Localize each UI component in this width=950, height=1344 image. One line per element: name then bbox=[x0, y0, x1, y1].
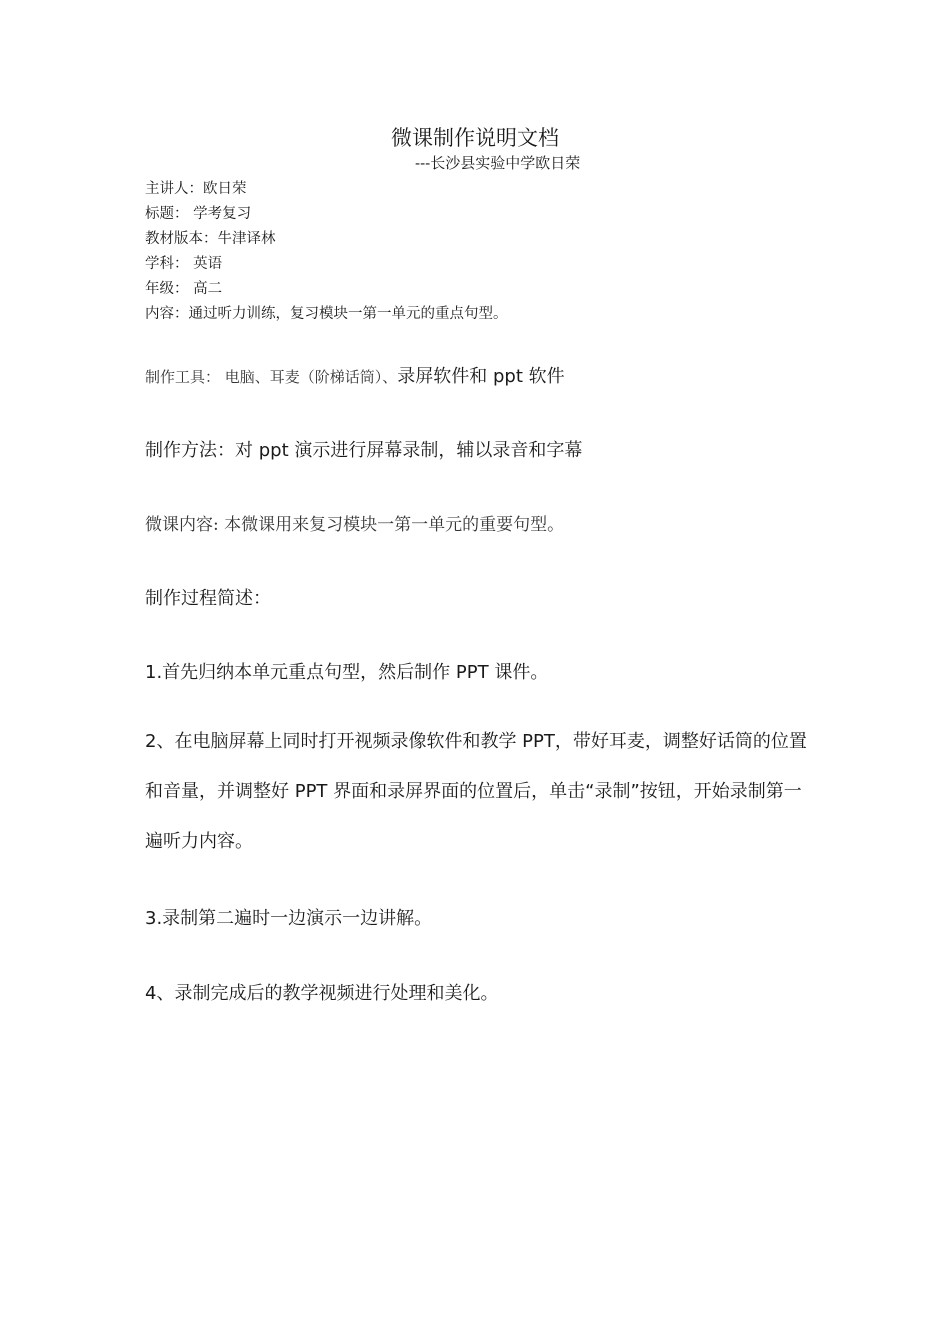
info-textbook: 教材版本：牛津译林 bbox=[145, 231, 276, 247]
method-line: 制作方法：对 ppt 演示进行屏幕录制，辅以录音和字幕 bbox=[145, 440, 583, 461]
process-heading: 制作过程简述： bbox=[145, 588, 271, 609]
document-title: 微课制作说明文档 bbox=[391, 126, 559, 150]
process-step-2: 2、在电脑屏幕上同时打开视频录像软件和教学 PPT，带好耳麦，调整好话筒的位置和音量，并调整好 PPT 界面和录屏界面的位置后，单击“录制”按钮，开始录制第一遍听力内容。 bbox=[145, 731, 807, 852]
info-grade: 年级： 高二 bbox=[145, 281, 223, 297]
info-content: 内容：通过听力训练，复习模块一第一单元的重点句型。 bbox=[145, 306, 508, 322]
info-subject: 学科： 英语 bbox=[145, 256, 223, 272]
tools-line bbox=[145, 362, 565, 388]
process-step-3: 3.录制第二遍时一边演示一边讲解。 bbox=[145, 908, 433, 929]
info-topic: 标题： 学考复习 bbox=[145, 206, 252, 222]
micro-content-line: 微课内容: 本微课用来复习模块一第一单元的重要句型。 bbox=[145, 515, 565, 535]
tools-label: 制作工具： 电脑、耳麦（阶梯话筒）、 bbox=[145, 368, 398, 386]
process-step-1: 1.首先归纳本单元重点句型，然后制作 PPT 课件。 bbox=[145, 662, 549, 683]
process-step-4: 4、录制完成后的教学视频进行处理和美化。 bbox=[145, 983, 499, 1004]
tools-value: 录屏软件和 ppt 软件 bbox=[397, 366, 565, 387]
info-speaker: 主讲人：欧日荣 bbox=[145, 181, 247, 197]
document-subtitle: ---长沙县实验中学欧日荣 bbox=[415, 154, 581, 172]
